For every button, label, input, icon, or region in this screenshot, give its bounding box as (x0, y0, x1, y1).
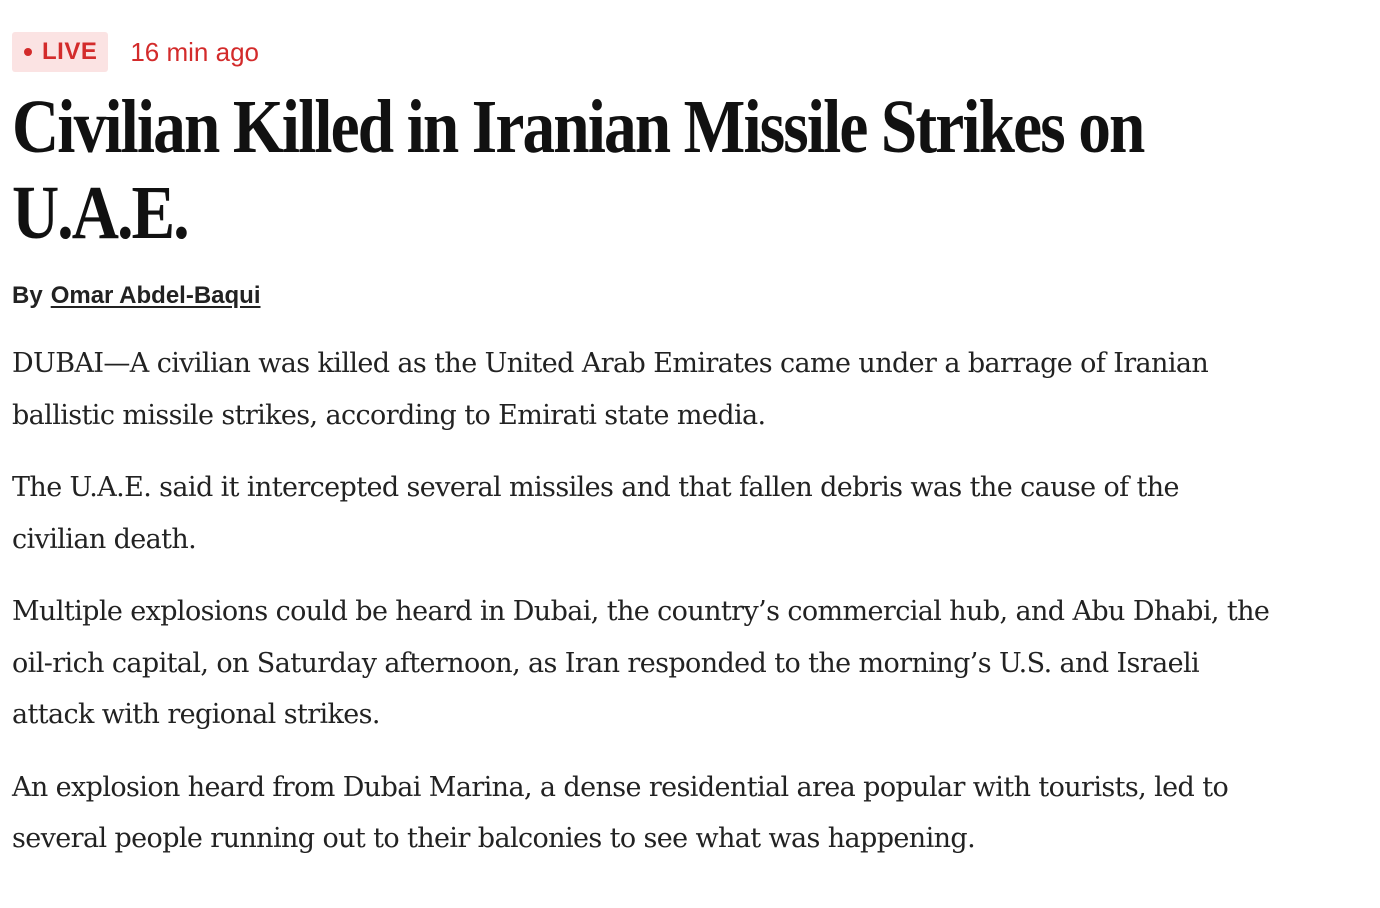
body-paragraph: Multiple explosions could be heard in Dubai, the country’s commercial hub, and Abu Dhabi, the oil-rich capital, on Saturday afternoon, as Iran responded to the morning’s U.S. and Israeli attack with regional strikes. (12, 596, 1270, 730)
live-dot-icon (24, 48, 32, 56)
article-body (12, 338, 1312, 865)
live-badge (12, 32, 108, 72)
byline-prefix: By (12, 282, 43, 309)
timestamp: 16 min ago (130, 36, 259, 67)
article-meta (12, 32, 1312, 72)
article (12, 32, 1312, 886)
live-label: LIVE (42, 38, 98, 65)
body-paragraph: DUBAI—A civilian was killed as the United Arab Emirates came under a barrage of Iranian ballistic missile strikes, according to Emirati state media. (12, 348, 1209, 431)
author-link[interactable]: Omar Abdel-Baqui (50, 282, 261, 309)
byline (12, 282, 1312, 310)
body-paragraph: The U.A.E. said it intercepted several missiles and that fallen debris was the cause of the civilian death. (12, 472, 1179, 555)
headline: Civilian Killed in Iranian Missile Strikes on U.A.E. (12, 85, 1144, 255)
body-paragraph: An explosion heard from Dubai Marina, a dense residential area popular with tourists, led to several people running out to their balconies to see what was happening. (12, 771, 1229, 854)
